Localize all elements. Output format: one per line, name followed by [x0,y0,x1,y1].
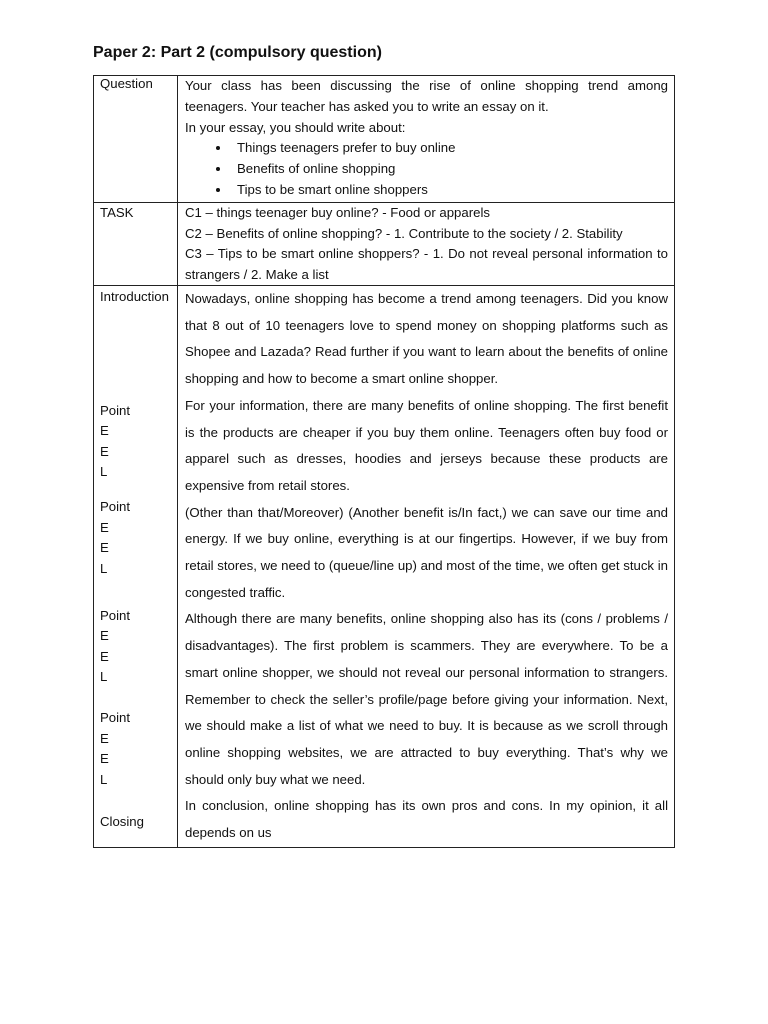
point-label: Point [100,710,131,725]
task-c2: C2 – Benefits of online shopping? - 1. Contribute to the society / 2. Stability [185,225,623,241]
list-item: • Things teenagers prefer to buy online [231,138,668,159]
e-label: E [100,444,109,459]
e-label: E [100,731,109,746]
question-intro: Your class has been discussing the rise of online shopping trend among teenagers. Your teacher has asked you to write an essay on it. [185,78,668,114]
question-bullets [185,138,668,200]
point-paragraph: (Other than that/Moreover) (Another benefit is/In fact,) we can save our time and energy. If we buy online, everything is at our fingertips. However, if we buy from retail stores, we need to (queue/line up) and most of the time, we often get stuck in congested traffic. [185,504,668,600]
l-label: L [100,464,108,479]
point-label: Point [100,499,131,514]
question-content [178,76,675,203]
l-label: L [100,772,108,787]
closing-label: Closing [100,814,144,829]
question-row [94,76,675,203]
point-paragraph: Although there are many benefits, online shopping also has its (cons / problems / disadvantages). The first problem is scammers. They are everywhere. To be a smart online shopper, we should not reveal our personal information to strangers. Remember to check the seller’s profile/page before giving your information. Next, we should make a list of what we need to buy. It is because as we scroll through online shopping websites, we are attracted to buy everything. That’s why we should only buy what we need. [185,611,668,787]
e-label: E [100,628,109,643]
task-c3: C3 – Tips to be smart online shoppers? - 1. Do not reveal personal information to strangers / 2. Make a list [185,246,668,282]
e-label: E [100,649,109,664]
introduction-paragraph: Nowadays, online shopping has become a trend among teenagers. Did you know that 8 out of 10 teenagers love to spend money on shopping platforms such as Shopee and Lazada? Read further if you want to learn about the benefits of online shopping and how to become a smart online shopper. [185,291,668,387]
e-label: E [100,540,109,555]
task-label: TASK [94,203,178,286]
list-item: • Benefits of online shopping [231,159,668,180]
e-label: E [100,751,109,766]
e-label: E [100,423,109,438]
list-item: • Tips to be smart online shoppers [231,180,668,201]
question-label: Question [94,76,178,203]
point-paragraph: For your information, there are many benefits of online shopping. The first benefit is the products are cheaper if you buy them online. Teenagers often buy food or apparel such as dresses, hoodies and jerseys because these products are expensive from retail stores. [185,397,668,493]
essay-table [93,75,675,848]
task-content [178,203,675,286]
point-label: Point [100,403,131,418]
page-title: Paper 2: Part 2 (compulsory question) [93,44,382,61]
introduction-label: Introduction [100,289,169,304]
task-row [94,203,675,286]
point-label: Point [100,608,131,623]
task-c1: C1 – things teenager buy online? - Food or apparels [185,205,490,220]
essay-row [94,286,675,848]
closing-paragraph: In conclusion, online shopping has its own pros and cons. In my opinion, it all depends on us [185,798,668,841]
essay-content [178,286,675,848]
question-prompt: In your essay, you should write about: [185,119,406,135]
l-label: L [100,561,108,576]
essay-labels [94,286,178,848]
l-label: L [100,669,108,684]
e-label: E [100,520,109,535]
